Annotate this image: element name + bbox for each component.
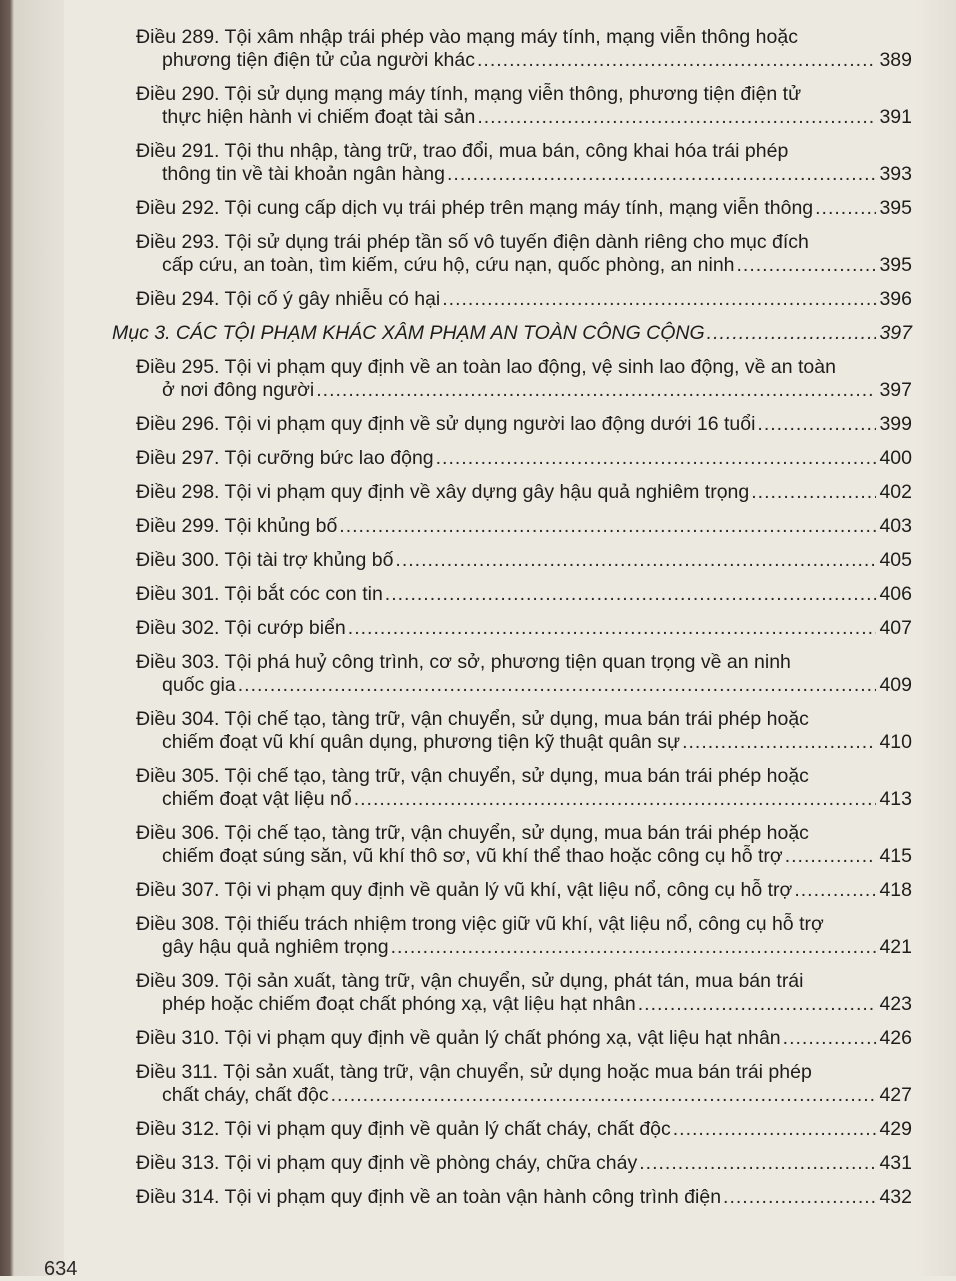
toc-entry-title: Điều 294. Tội cố ý gây nhiễu có hại (136, 288, 441, 310)
toc-entry-title-line: quốc gia (162, 674, 236, 696)
dot-leader (316, 379, 876, 402)
toc-page-number: 397 (879, 379, 912, 401)
toc-entry-title-line: phép hoặc chiếm đoạt chất phóng xạ, vật liệu hạt nhân (162, 993, 636, 1015)
toc-page-number: 418 (879, 879, 912, 901)
dot-leader (723, 1186, 876, 1209)
dot-leader (673, 1118, 876, 1141)
toc-entry-title-line: chiếm đoạt súng săn, vũ khí thô sơ, vũ khí thể thao hoặc công cụ hỗ trợ (162, 845, 783, 867)
toc-page-number: 426 (879, 1027, 912, 1049)
dot-leader (442, 288, 876, 311)
toc-entry-title-line: Điều 304. Tội chế tạo, tàng trữ, vận chuyển, sử dụng, mua bán trái phép hoặc (136, 708, 809, 730)
dot-leader (751, 481, 876, 504)
toc-entry-title-line: Điều 305. Tội chế tạo, tàng trữ, vận chuyển, sử dụng, mua bán trái phép hoặc (136, 765, 809, 787)
toc-entry (112, 913, 912, 959)
dot-leader (348, 617, 876, 640)
toc-page-number: 405 (879, 549, 912, 571)
toc-entry-title-line: gây hậu quả nghiêm trọng (162, 936, 389, 958)
dot-leader (682, 731, 876, 754)
toc-entry (112, 651, 912, 697)
toc-section-heading (112, 322, 912, 345)
page-number: 634 (44, 1258, 78, 1280)
toc-entry (112, 288, 912, 311)
toc-page-number: 396 (879, 288, 912, 310)
toc-entry (112, 413, 912, 436)
toc-entry (112, 1061, 912, 1107)
dot-leader (783, 1027, 876, 1050)
dot-leader (707, 322, 876, 345)
toc-entry-title-line: Điều 290. Tội sử dụng mạng máy tính, mạng viễn thông, phương tiện điện tử (136, 83, 802, 105)
toc-entry-title: Mục 3. CÁC TỘI PHẠM KHÁC XÂM PHẠM AN TOÀN CÔNG CỘNG (112, 322, 705, 344)
toc-entry-title: Điều 310. Tội vi phạm quy định về quản lý chất phóng xạ, vật liệu hạt nhân (136, 1027, 781, 1049)
toc-page-number: 397 (879, 322, 912, 344)
toc-page-number: 427 (879, 1084, 912, 1106)
toc-entry-title: Điều 292. Tội cung cấp dịch vụ trái phép trên mạng máy tính, mạng viễn thông (136, 197, 814, 219)
toc-entry (112, 447, 912, 470)
toc-page-number: 423 (879, 993, 912, 1015)
toc-page-number: 395 (879, 254, 912, 276)
dot-leader (395, 549, 876, 572)
toc-entry (112, 26, 912, 72)
toc-entry-title-line: Điều 308. Tội thiếu trách nhiệm trong việc giữ vũ khí, vật liệu nổ, công cụ hỗ trợ (136, 913, 824, 935)
toc-page-number: 415 (879, 845, 912, 867)
toc-page-number: 402 (879, 481, 912, 503)
toc-page-number: 409 (879, 674, 912, 696)
toc-entry-title: Điều 296. Tội vi phạm quy định về sử dụng người lao động dưới 16 tuổi (136, 413, 756, 435)
toc-page-number: 393 (879, 163, 912, 185)
toc-page-number: 406 (879, 583, 912, 605)
toc-entry-title-line: Điều 306. Tội chế tạo, tàng trữ, vận chuyển, sử dụng, mua bán trái phép hoặc (136, 822, 809, 844)
toc-entry (112, 822, 912, 868)
toc-page-number: 410 (879, 731, 912, 753)
toc-entry-title: Điều 314. Tội vi phạm quy định về an toàn vận hành công trình điện (136, 1186, 722, 1208)
dot-leader (331, 1084, 876, 1107)
dot-leader (391, 936, 876, 959)
dot-leader (354, 788, 876, 811)
dot-leader (238, 674, 876, 697)
toc-entry-title: Điều 313. Tội vi phạm quy định về phòng cháy, chữa cháy (136, 1152, 638, 1174)
toc-entry (112, 1186, 912, 1209)
toc-entry-title: Điều 300. Tội tài trợ khủng bố (136, 549, 394, 571)
toc-entry-title-line: thực hiện hành vi chiếm đoạt tài sản (162, 106, 476, 128)
toc-page-number: 403 (879, 515, 912, 537)
toc-entry (112, 1027, 912, 1050)
toc-page-number: 395 (879, 197, 912, 219)
toc-entry-title-line: chiếm đoạt vật liệu nổ (162, 788, 352, 810)
dot-leader (785, 845, 876, 868)
dot-leader (477, 49, 876, 72)
toc-entry-title-line: ở nơi đông người (162, 379, 315, 401)
toc-entry-title-line: thông tin về tài khoản ngân hàng (162, 163, 445, 185)
toc-entry (112, 970, 912, 1016)
toc-page-number: 432 (879, 1186, 912, 1208)
toc-entry-title-line: Điều 291. Tội thu nhập, tàng trữ, trao đổi, mua bán, công khai hóa trái phép (136, 140, 789, 162)
page-right-shade (916, 0, 956, 1276)
toc-entry-title-line: cấp cứu, an toàn, tìm kiếm, cứu hộ, cứu nạn, quốc phòng, an ninh (162, 254, 735, 276)
toc-entry (112, 617, 912, 640)
toc-entry-title-line: Điều 293. Tội sử dụng trái phép tần số vô tuyến điện dành riêng cho mục đích (136, 231, 809, 253)
toc-entry-title-line: Điều 309. Tội sản xuất, tàng trữ, vận chuyển, sử dụng, phát tán, mua bán trái (136, 970, 804, 992)
toc-entry-title-line: chiếm đoạt vũ khí quân dụng, phương tiện kỹ thuật quân sự (162, 731, 681, 753)
dot-leader (447, 163, 876, 186)
toc-entry-title-line: phương tiện điện tử của người khác (162, 49, 475, 71)
dot-leader (757, 413, 876, 436)
toc-entry (112, 197, 912, 220)
toc-entry (112, 549, 912, 572)
toc-entry-title: Điều 299. Tội khủng bố (136, 515, 338, 537)
dot-leader (477, 106, 876, 129)
dot-leader (794, 879, 876, 902)
dot-leader (339, 515, 876, 538)
dot-leader (737, 254, 876, 277)
toc-entry (112, 1118, 912, 1141)
toc-entry (112, 481, 912, 504)
toc-page-number: 391 (879, 106, 912, 128)
toc-entry-title-line: chất cháy, chất độc (162, 1084, 329, 1106)
toc-entry (112, 583, 912, 606)
toc-page-number: 429 (879, 1118, 912, 1140)
toc-page-number: 400 (879, 447, 912, 469)
toc-page-number: 407 (879, 617, 912, 639)
toc-page-number: 399 (879, 413, 912, 435)
toc-entry (112, 765, 912, 811)
toc-page-number: 431 (879, 1152, 912, 1174)
dot-leader (385, 583, 876, 606)
toc-entry-title-line: Điều 311. Tội sản xuất, tàng trữ, vận chuyển, sử dụng hoặc mua bán trái phép (136, 1061, 812, 1083)
dot-leader (639, 1152, 876, 1175)
toc-page-number: 389 (879, 49, 912, 71)
toc-entry-title: Điều 298. Tội vi phạm quy định về xây dựng gây hậu quả nghiêm trọng (136, 481, 750, 503)
toc-entry-title: Điều 302. Tội cướp biển (136, 617, 346, 639)
toc-entry-title: Điều 312. Tội vi phạm quy định về quản lý chất cháy, chất độc (136, 1118, 671, 1140)
toc-entry (112, 83, 912, 129)
toc-entry (112, 356, 912, 402)
toc-entry-title: Điều 301. Tội bắt cóc con tin (136, 583, 383, 605)
toc-entry (112, 1152, 912, 1175)
toc-page-number: 413 (879, 788, 912, 810)
toc-page-number: 421 (879, 936, 912, 958)
dot-leader (815, 197, 876, 220)
toc-entry (112, 231, 912, 277)
toc-entry-title: Điều 297. Tội cưỡng bức lao động (136, 447, 434, 469)
page-binding-edge (0, 0, 64, 1276)
toc-entry-title-line: Điều 303. Tội phá huỷ công trình, cơ sở, phương tiện quan trọng về an ninh (136, 651, 791, 673)
toc-entry (112, 708, 912, 754)
toc-entry (112, 879, 912, 902)
toc-entry (112, 515, 912, 538)
toc-entry-title-line: Điều 289. Tội xâm nhập trái phép vào mạng máy tính, mạng viễn thông hoặc (136, 26, 798, 48)
dot-leader (638, 993, 876, 1016)
toc-entry-title-line: Điều 295. Tội vi phạm quy định về an toàn lao động, vệ sinh lao động, về an toàn (136, 356, 836, 378)
toc-entry (112, 140, 912, 186)
dot-leader (436, 447, 876, 470)
toc-entry-title: Điều 307. Tội vi phạm quy định về quản lý vũ khí, vật liệu nổ, công cụ hỗ trợ (136, 879, 793, 901)
table-of-contents (112, 26, 912, 1220)
